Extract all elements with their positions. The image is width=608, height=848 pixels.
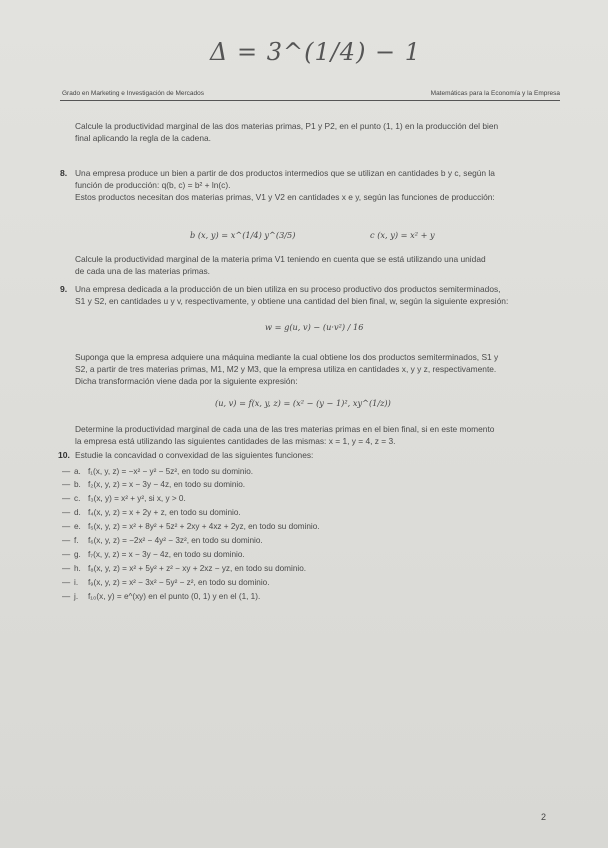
exercise-10-item: — a. f₁(x, y, z) = −x² − y² − 5z², en todo su dominio. xyxy=(62,467,254,476)
exercise-9-number: 9. xyxy=(60,284,68,294)
exercise-10-item: — h. f₈(x, y, z) = x² + 5y² + z² − xy + 2xz − yz, en todo su dominio. xyxy=(62,564,307,573)
exercise-10-item: — e. f₅(x, y, z) = x² + 8y² + 5z² + 2xy + 4xz + 2yz, en todo su dominio. xyxy=(62,522,320,531)
exercise-10-number: 10. xyxy=(58,450,70,460)
page-number: 2 xyxy=(540,812,546,822)
exercise-8-line-5: de cada una de las materias primas. xyxy=(75,266,211,276)
exercise-9-line-3: Suponga que la empresa adquiere una máquina mediante la cual obtiene los dos productos semiterminados, S1 y xyxy=(75,352,499,362)
exercise-9-line-7: la empresa está utilizando las siguientes cantidades de las mismas: x = 1, y = 4, z = 3. xyxy=(75,436,396,446)
exercise-9-line-5: Dicha transformación viene dada por la siguiente expresión: xyxy=(75,376,298,386)
exercise-9-line-6: Determine la productividad marginal de cada una de las tres materias primas en el bien final, si en este momento xyxy=(75,424,495,434)
intro-line-1: Calcule la productividad marginal de las dos materias primas, P1 y P2, en el punto (1, 1) en la producción del bien xyxy=(75,121,499,131)
formula-uv: (u, v) = f(x, y, z) = (x² − (y − 1)², xy^(1/z)) xyxy=(215,398,391,408)
exercise-8-line-2: función de producción: q(b, c) = b² + ln(c). xyxy=(75,180,231,190)
formula-b: b (x, y) = x^(1/4) y^(3/5) xyxy=(190,230,296,240)
exercise-10-item: — j. f₁₀(x, y) = e^(xy) en el punto (0, 1) y en el (1, 1). xyxy=(62,592,261,601)
exercise-10-item: — c. f₃(x, y) = x² + y², si x, y > 0. xyxy=(62,494,186,503)
exercise-10-item: — f. f₆(x, y, z) = −2x² − 4y² − 3z², en todo su dominio. xyxy=(62,536,263,545)
exercise-10-item: — i. f₉(x, y, z) = x² − 3x² − 5y² − z², en todo su dominio. xyxy=(62,578,270,587)
exercise-9-line-4: S2, a partir de tres materias primas, M1, M2 y M3, que la empresa utiliza en cantidades x, y y z, respectivamente. xyxy=(75,364,497,374)
exercise-10-item: — g. f₇(x, y, z) = x − 3y − 4z, en todo su dominio. xyxy=(62,550,245,559)
exercise-8-line-3: Estos productos necesitan dos materias primas, V1 y V2 en cantidades x e y, según las funciones de producción: xyxy=(75,192,495,202)
exercise-9-line-2: S1 y S2, en cantidades u y v, respectivamente, y obtiene una cantidad del bien final, w, según la siguiente expresión: xyxy=(75,296,509,306)
header-degree: Grado en Marketing e Investigación de Mercados xyxy=(62,90,204,97)
exercise-10-title: Estudie la concavidad o convexidad de las siguientes funciones: xyxy=(75,450,314,460)
formula-w: w = g(u, v) − (u·v²) / 16 xyxy=(265,322,364,332)
exercise-10-item: — d. f₄(x, y, z) = x + 2y + z, en todo su dominio. xyxy=(62,508,241,517)
handwritten-note: Δ = 3^(1/4) − 1 xyxy=(210,38,422,66)
exercise-8-line-1: Una empresa produce un bien a partir de dos productos intermedios que se utilizan en cantidades b y c, según la xyxy=(75,168,495,178)
intro-line-2: final aplicando la regla de la cadena. xyxy=(75,133,211,143)
formula-c: c (x, y) = x² + y xyxy=(370,230,435,240)
exercise-8-line-4: Calcule la productividad marginal de la materia prima V1 teniendo en cuenta que se está utilizando una unidad xyxy=(75,254,486,264)
exercise-8-number: 8. xyxy=(60,168,68,178)
exercise-9-line-1: Una empresa dedicada a la producción de un bien utiliza en su proceso productivo dos productos semiterminados, xyxy=(75,284,501,294)
header-divider xyxy=(60,100,560,101)
header-course: Matemáticas para la Economía y la Empresa xyxy=(430,90,560,97)
exercise-10-item: — b. f₂(x, y, z) = x − 3y − 4z, en todo su dominio. xyxy=(62,480,246,489)
